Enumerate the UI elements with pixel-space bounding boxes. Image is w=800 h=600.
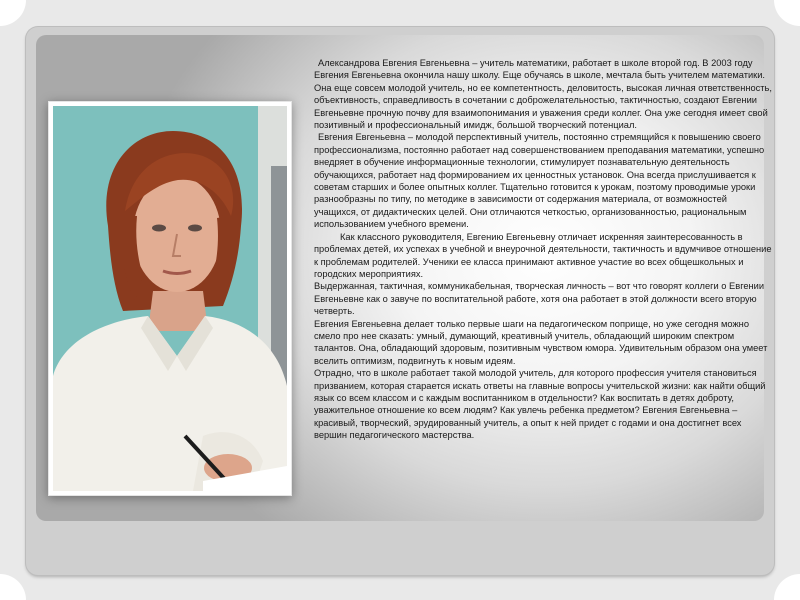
paragraph-professionalism: Евгения Евгеньевна – молодой перспективный учитель, постоянно стремящийся к повышению своего профессионализма, постоянно работает над совершенствованием преподавания математики, успешно внедряет в обучение информационные технологии, стимулирует познавательную деятельность обучающихся, работает над формированием их ценностных установок. Она всегда прислушивается к советам старших и более опытных коллег. Тщательно готовится к урокам, поэтому проводимые уроки разнообразны по типу, по методике в зависимости от содержания материала, от возможностей учащихся, от дидактических целей. Они отличаются четкостью, организованностью, рациональным использованием учебного времени. [314, 132, 765, 230]
corner-bottom-left [0, 574, 26, 600]
paragraph-intro: Александрова Евгения Евгеньевна – учитель математики, работает в школе второй год. В 2003 году Евгения Евгеньевна окончила нашу школу. Еще обучаясь в школе, мечтала быть учителем математики. Она еще совсем молодой учитель, но ее компетентность, деловитость, высокая личная ответственность, объективность, справедливость в сочетании с доброжелательностью, тактичностью, создают Евгении Евгеньевне прочную почву для взаимопонимания и уважения среди коллег. Она уже сегодня имеет свой позитивный и профессиональный имидж, большой творческий потенциал. [314, 58, 772, 131]
corner-bottom-right [774, 574, 800, 600]
paragraph-conclusion: Отрадно, что в школе работает такой молодой учитель, для которого профессия учителя становиться призванием, которая старается искать ответы на главные вопросы учительской жизни: как найти общий язык со всем классом и с каждым воспитанником в отдельности? Как воспитать в детях доброту, уважительное отношение ко всем людям? Как увлечь ребенка предметом? Евгения Евгеньевна – красивый, творческий, эрудированный учитель, а опыт к ней придет с годами и она достигнет всех вершин педагогического мастерства. [314, 368, 766, 441]
photo-content [53, 106, 287, 491]
biography-text [314, 57, 772, 442]
paragraph-class-teacher: Как классного руководителя, Евгению Евгеньевну отличает искренняя заинтересованность в проблемах детей, их успехах в учебной и внеурочной деятельности, тактичность и вдумчивое отношение к проблемам родителей. Ученики ее класса принимают активное участие во всех общешкольных и городских мероприятиях. [314, 231, 772, 279]
paragraph-first-steps: Евгения Евгеньевна делает только первые шаги на педагогическом поприще, но уже сегодня можно смело про нее сказать: умный, думающий, креативный учитель, обладающий широким спектром талантов. Она, обладающий здоровым, позитивным чувством юмора. Удивительным образом она умеет вселить оптимизм, подвигнуть к новым идеям. [314, 318, 768, 366]
corner-top-right [774, 0, 800, 26]
corner-top-left [0, 0, 26, 26]
paragraph-colleagues-opinion: Выдержанная, тактичная, коммуникабельная, творческая личность – вот что говорят коллеги о Евгении Евгеньевне как о завуче по воспитательной работе, хотя она работает в этой должности всего вторую четверть. [314, 281, 765, 317]
teacher-portrait-photo [48, 101, 292, 496]
portrait-illustration [53, 106, 287, 491]
